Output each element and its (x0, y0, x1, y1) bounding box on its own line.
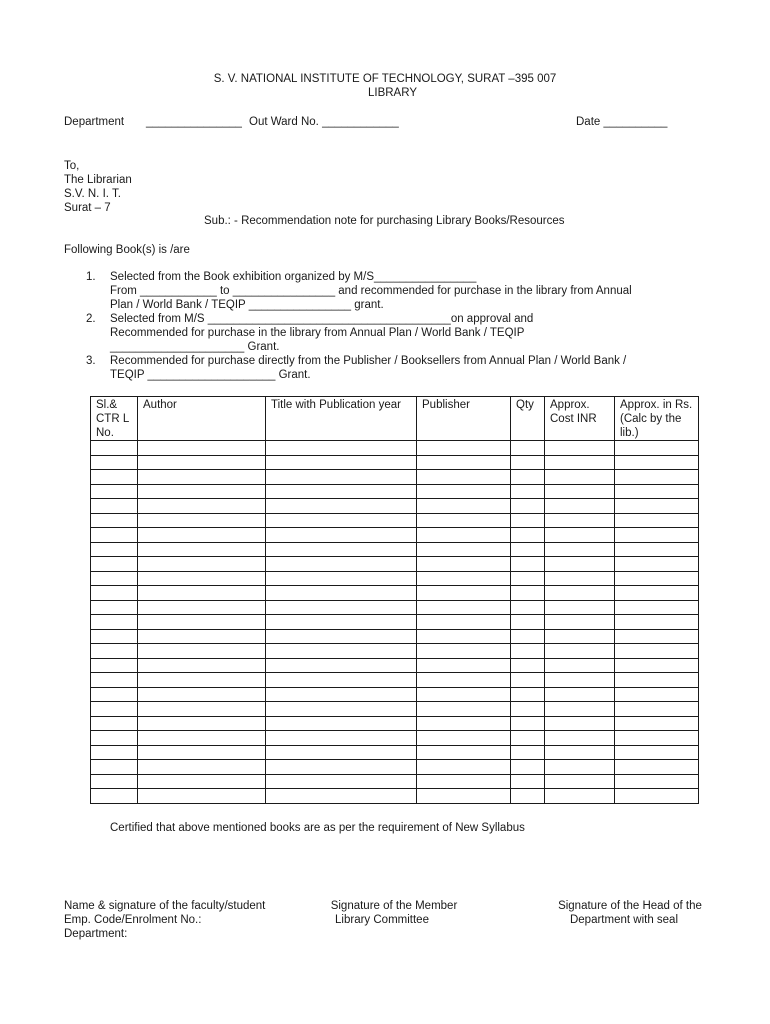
table-cell[interactable] (545, 673, 615, 688)
faculty-signature-label: Name & signature of the faculty/student (64, 900, 266, 912)
list-item-line: Recommended for purchase in the library from Annual Plan / World Bank / TEQIP (110, 327, 525, 339)
table-cell[interactable] (615, 644, 699, 659)
head-signature-label: Signature of the Head of the (558, 900, 702, 912)
books-table (90, 396, 699, 804)
table-cell[interactable] (266, 455, 417, 470)
table-cell[interactable] (266, 716, 417, 731)
table-cell[interactable] (417, 455, 511, 470)
table-cell[interactable] (511, 557, 545, 572)
table-row (91, 586, 699, 601)
table-cell[interactable] (545, 789, 615, 804)
column-header-title: Title with Publication year (266, 397, 417, 441)
table-cell[interactable] (138, 658, 266, 673)
table-cell[interactable] (615, 774, 699, 789)
table-cell[interactable] (138, 600, 266, 615)
table-cell[interactable] (511, 586, 545, 601)
table-row (91, 673, 699, 688)
list-item-line: _____________________ Grant. (110, 341, 280, 353)
table-cell[interactable] (138, 499, 266, 514)
table-cell[interactable] (545, 513, 615, 528)
table-row (91, 513, 699, 528)
table-cell[interactable] (545, 687, 615, 702)
table-cell[interactable] (91, 542, 138, 557)
member-signature-label: Signature of the Member (330, 900, 458, 912)
list-number: 2. (86, 313, 96, 325)
list-number: 1. (86, 271, 96, 283)
table-cell[interactable] (138, 644, 266, 659)
table-cell[interactable] (91, 470, 138, 485)
committee-label: Library Committee (335, 914, 429, 926)
table-cell[interactable] (511, 658, 545, 673)
table-cell[interactable] (91, 687, 138, 702)
table-cell[interactable] (266, 745, 417, 760)
institute-title: S. V. NATIONAL INSTITUTE OF TECHNOLOGY, SURAT –395 007 (213, 73, 557, 85)
list-item (86, 270, 706, 312)
table-row (91, 441, 699, 456)
table-cell[interactable] (417, 687, 511, 702)
table-cell[interactable] (615, 470, 699, 485)
table-cell[interactable] (266, 441, 417, 456)
department-blank[interactable]: _______________ (146, 116, 242, 128)
list-item-line: From ____________ to ________________ and recommended for purchase in the library from Annual (110, 285, 632, 297)
table-cell[interactable] (615, 484, 699, 499)
table-cell[interactable] (138, 586, 266, 601)
table-cell[interactable] (615, 673, 699, 688)
table-cell[interactable] (511, 542, 545, 557)
table-row (91, 702, 699, 717)
address-to: To, (64, 160, 80, 172)
table-cell[interactable] (615, 499, 699, 514)
table-cell[interactable] (417, 745, 511, 760)
table-cell[interactable] (266, 484, 417, 499)
table-cell[interactable] (511, 731, 545, 746)
column-header-serial: Sl.& CTR L No. (91, 397, 138, 441)
table-cell[interactable] (511, 789, 545, 804)
table-row (91, 716, 699, 731)
table-cell[interactable] (266, 702, 417, 717)
library-title: LIBRARY (367, 87, 417, 99)
table-row (91, 557, 699, 572)
table-cell[interactable] (545, 644, 615, 659)
table-cell[interactable] (615, 455, 699, 470)
table-cell[interactable] (417, 484, 511, 499)
outward-number-field[interactable]: Out Ward No. ____________ (249, 116, 399, 128)
table-cell[interactable] (511, 702, 545, 717)
table-cell[interactable] (138, 455, 266, 470)
table-cell[interactable] (417, 441, 511, 456)
table-cell[interactable] (545, 499, 615, 514)
department-label: Department (64, 116, 125, 128)
address-line-1: The Librarian (64, 174, 132, 186)
selection-list (86, 270, 706, 382)
column-header-qty: Qty (511, 397, 545, 441)
table-cell[interactable] (615, 687, 699, 702)
table-cell[interactable] (138, 760, 266, 775)
table-cell[interactable] (138, 702, 266, 717)
table-cell[interactable] (545, 615, 615, 630)
table-cell[interactable] (545, 586, 615, 601)
table-cell[interactable] (138, 542, 266, 557)
table-cell[interactable] (615, 731, 699, 746)
table-cell[interactable] (615, 716, 699, 731)
table-cell[interactable] (266, 542, 417, 557)
table-cell[interactable] (91, 774, 138, 789)
table-cell[interactable] (91, 716, 138, 731)
list-number: 3. (86, 355, 96, 367)
table-cell[interactable] (511, 499, 545, 514)
table-row (91, 571, 699, 586)
table-cell[interactable] (511, 673, 545, 688)
list-item-line: Recommended for purchase directly from the Publisher / Booksellers from Annual Plan / World Bank / (110, 355, 627, 367)
table-cell[interactable] (138, 731, 266, 746)
table-row (91, 615, 699, 630)
table-cell[interactable] (138, 470, 266, 485)
column-header-publisher: Publisher (417, 397, 511, 441)
list-item-line: Plan / World Bank / TEQIP ________________ grant. (110, 299, 384, 311)
table-cell[interactable] (545, 470, 615, 485)
list-item-line: Selected from the Book exhibition organized by M/S________________ (110, 271, 477, 283)
table-cell[interactable] (545, 731, 615, 746)
table-cell[interactable] (91, 731, 138, 746)
table-cell[interactable] (511, 760, 545, 775)
table-cell[interactable] (545, 557, 615, 572)
address-line-2: S.V. N. I. T. (64, 188, 121, 200)
subject-line: Sub.: - Recommendation note for purchasing Library Books/Resources (204, 215, 565, 227)
table-cell[interactable] (138, 629, 266, 644)
table-cell[interactable] (545, 600, 615, 615)
table-cell[interactable] (511, 774, 545, 789)
table-cell[interactable] (91, 528, 138, 543)
table-cell[interactable] (511, 615, 545, 630)
table-cell[interactable] (91, 484, 138, 499)
table-cell[interactable] (138, 774, 266, 789)
table-cell[interactable] (545, 484, 615, 499)
column-header-cost: Approx. Cost INR (545, 397, 615, 441)
table-cell[interactable] (266, 600, 417, 615)
table-cell[interactable] (91, 557, 138, 572)
table-cell[interactable] (91, 499, 138, 514)
table-cell[interactable] (138, 716, 266, 731)
table-cell[interactable] (511, 484, 545, 499)
table-row (91, 658, 699, 673)
table-cell[interactable] (266, 513, 417, 528)
table-cell[interactable] (266, 658, 417, 673)
table-cell[interactable] (615, 600, 699, 615)
table-row (91, 484, 699, 499)
column-header-calc: Approx. in Rs. (Calc by the lib.) (615, 397, 699, 441)
table-cell[interactable] (266, 731, 417, 746)
table-cell[interactable] (417, 731, 511, 746)
table-cell[interactable] (91, 441, 138, 456)
table-body (91, 441, 699, 804)
table-cell[interactable] (545, 760, 615, 775)
table-cell[interactable] (138, 513, 266, 528)
table-cell[interactable] (545, 745, 615, 760)
table-row (91, 455, 699, 470)
table-cell[interactable] (417, 586, 511, 601)
table-cell[interactable] (615, 760, 699, 775)
table-cell[interactable] (91, 658, 138, 673)
column-header-author: Author (138, 397, 266, 441)
table-cell[interactable] (266, 557, 417, 572)
table-cell[interactable] (91, 673, 138, 688)
table-cell[interactable] (615, 542, 699, 557)
table-row (91, 499, 699, 514)
table-cell[interactable] (91, 789, 138, 804)
list-item (86, 312, 706, 354)
table-row (91, 731, 699, 746)
list-item-line: TEQIP ____________________ Grant. (110, 369, 311, 381)
table-cell[interactable] (91, 586, 138, 601)
table-cell[interactable] (417, 600, 511, 615)
table-cell[interactable] (545, 528, 615, 543)
table-cell[interactable] (511, 716, 545, 731)
table-cell[interactable] (615, 629, 699, 644)
table-cell[interactable] (266, 499, 417, 514)
table-cell[interactable] (511, 455, 545, 470)
table-cell[interactable] (511, 644, 545, 659)
table-cell[interactable] (138, 745, 266, 760)
table-cell[interactable] (138, 673, 266, 688)
table-cell[interactable] (138, 557, 266, 572)
table-cell[interactable] (138, 528, 266, 543)
table-cell[interactable] (615, 441, 699, 456)
table-cell[interactable] (545, 716, 615, 731)
table-header-row (91, 397, 699, 441)
table-cell[interactable] (417, 789, 511, 804)
table-cell[interactable] (91, 629, 138, 644)
table-cell[interactable] (91, 644, 138, 659)
table-row (91, 600, 699, 615)
table-cell[interactable] (615, 745, 699, 760)
table-cell[interactable] (615, 586, 699, 601)
table-cell[interactable] (615, 702, 699, 717)
table-cell[interactable] (511, 571, 545, 586)
table-cell[interactable] (266, 470, 417, 485)
table-cell[interactable] (91, 600, 138, 615)
table-cell[interactable] (266, 644, 417, 659)
table-cell[interactable] (417, 615, 511, 630)
table-cell[interactable] (417, 658, 511, 673)
table-cell[interactable] (417, 542, 511, 557)
emp-code-label: Emp. Code/Enrolment No.: (64, 914, 202, 926)
table-cell[interactable] (91, 571, 138, 586)
table-cell[interactable] (91, 513, 138, 528)
table-cell[interactable] (266, 760, 417, 775)
table-cell[interactable] (511, 513, 545, 528)
table-cell[interactable] (138, 441, 266, 456)
table-cell[interactable] (91, 615, 138, 630)
table-cell[interactable] (417, 629, 511, 644)
address-line-3: Surat – 7 (64, 202, 111, 214)
table-cell[interactable] (417, 499, 511, 514)
table-cell[interactable] (615, 528, 699, 543)
table-cell[interactable] (417, 528, 511, 543)
table-row (91, 528, 699, 543)
table-cell[interactable] (511, 745, 545, 760)
table-row (91, 542, 699, 557)
table-cell[interactable] (138, 789, 266, 804)
table-cell[interactable] (417, 716, 511, 731)
list-item (86, 354, 706, 382)
department-signature-label: Department: (64, 928, 128, 940)
table-cell[interactable] (511, 687, 545, 702)
table-cell[interactable] (91, 760, 138, 775)
table-row (91, 760, 699, 775)
table-cell[interactable] (417, 470, 511, 485)
certification-text: Certified that above mentioned books are as per the requirement of New Syllabus (110, 822, 525, 834)
table-cell[interactable] (266, 571, 417, 586)
table-cell[interactable] (417, 557, 511, 572)
table-row (91, 629, 699, 644)
table-cell[interactable] (138, 484, 266, 499)
table-cell[interactable] (266, 629, 417, 644)
table-row (91, 745, 699, 760)
table-cell[interactable] (417, 760, 511, 775)
table-cell[interactable] (615, 571, 699, 586)
table-row (91, 789, 699, 804)
table-row (91, 687, 699, 702)
table-cell[interactable] (266, 774, 417, 789)
seal-label: Department with seal (569, 914, 679, 926)
intro-text: Following Book(s) is /are (64, 244, 190, 256)
table-cell[interactable] (545, 542, 615, 557)
list-item-line: Selected from M/S ______________________________________on approval and (110, 313, 534, 325)
table-cell[interactable] (545, 658, 615, 673)
table-cell[interactable] (266, 586, 417, 601)
table-cell[interactable] (138, 615, 266, 630)
table-cell[interactable] (545, 774, 615, 789)
table-cell[interactable] (417, 673, 511, 688)
table-cell[interactable] (138, 571, 266, 586)
table-cell[interactable] (91, 745, 138, 760)
table-cell[interactable] (511, 470, 545, 485)
table-cell[interactable] (417, 702, 511, 717)
table-cell[interactable] (545, 571, 615, 586)
table-cell[interactable] (615, 615, 699, 630)
table-cell[interactable] (266, 687, 417, 702)
table-row (91, 644, 699, 659)
table-cell[interactable] (417, 644, 511, 659)
table-cell[interactable] (91, 455, 138, 470)
table-cell[interactable] (511, 629, 545, 644)
table-cell[interactable] (545, 702, 615, 717)
table-cell[interactable] (266, 789, 417, 804)
table-cell[interactable] (545, 455, 615, 470)
table-cell[interactable] (138, 687, 266, 702)
table-cell[interactable] (417, 774, 511, 789)
date-field[interactable]: Date __________ (576, 116, 668, 128)
table-cell[interactable] (91, 702, 138, 717)
table-row (91, 470, 699, 485)
table-cell[interactable] (511, 528, 545, 543)
table-cell[interactable] (417, 571, 511, 586)
table-cell[interactable] (615, 658, 699, 673)
table-cell[interactable] (266, 528, 417, 543)
table-cell[interactable] (545, 629, 615, 644)
table-cell[interactable] (266, 673, 417, 688)
table-cell[interactable] (615, 557, 699, 572)
table-cell[interactable] (615, 513, 699, 528)
table-cell[interactable] (615, 789, 699, 804)
table-row (91, 774, 699, 789)
table-cell[interactable] (545, 441, 615, 456)
table-cell[interactable] (417, 513, 511, 528)
table-cell[interactable] (266, 615, 417, 630)
table-cell[interactable] (511, 441, 545, 456)
table-cell[interactable] (511, 600, 545, 615)
